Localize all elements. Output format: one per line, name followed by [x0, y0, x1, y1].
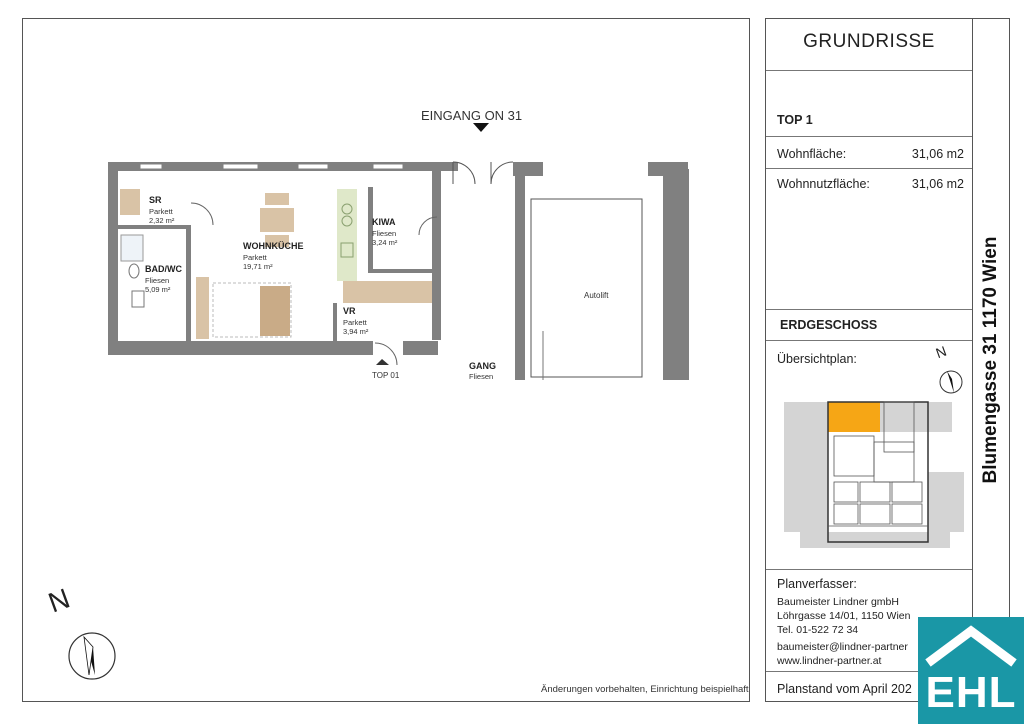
overview-neighbor [784, 402, 828, 532]
door-swing [191, 203, 213, 225]
author-phone: Tel. 01-522 72 34 [777, 624, 859, 636]
window [298, 164, 328, 169]
author-web: www.lindner-partner.at [777, 655, 882, 667]
furniture-sr-shelf [120, 189, 140, 215]
wall-sr [118, 225, 188, 229]
room-floor: Parkett [343, 318, 367, 327]
autolift-platform [531, 199, 642, 377]
door-swing [375, 343, 397, 365]
kitchen-counter [337, 189, 357, 281]
overview-site-plan [774, 362, 970, 562]
planstand-text: Planstand vom April 202 [777, 682, 912, 696]
room-floor: Fliesen [372, 229, 397, 238]
wohnflaeche-value: 31,06 m2 [911, 147, 964, 161]
author-email: baumeister@lindner-partner [777, 641, 908, 653]
room-name: SR [149, 195, 162, 205]
room-floor: Parkett [243, 253, 267, 262]
logo-text: EHL [925, 668, 1017, 717]
dining-table [260, 208, 294, 232]
window [373, 164, 403, 169]
floor-plan-frame [22, 18, 750, 702]
room-floor: Parkett [149, 207, 173, 216]
wall-south [108, 341, 373, 355]
wall-lift-east [663, 169, 689, 380]
door-swing [491, 162, 513, 184]
room-area: 3,24 m² [372, 238, 398, 247]
overview-label: Übersichtplan: [777, 352, 857, 366]
entrance-arrow [473, 123, 489, 132]
wall-east [432, 162, 441, 340]
wall-west [108, 162, 118, 355]
north-letter: N [44, 582, 74, 619]
room-floor: Fliesen [469, 372, 494, 381]
room-area: 19,71 m² [243, 262, 273, 271]
room-floor: Fliesen [145, 276, 170, 285]
info-panel [765, 18, 973, 702]
address-column [973, 18, 1010, 702]
toilet [129, 264, 139, 278]
room-area: 3,94 m² [343, 327, 369, 336]
unit-label: TOP 01 [372, 371, 400, 380]
unit-marker [376, 359, 389, 365]
room-name: VR [343, 306, 356, 316]
wall-south-east [403, 341, 438, 355]
sideboard [196, 277, 209, 339]
floor-label: ERDGESCHOSS [780, 318, 878, 332]
shower [121, 235, 143, 261]
wohnnutzflaeche-value: 31,06 m2 [911, 177, 964, 191]
room-area: 2,32 m² [149, 216, 175, 225]
dining-chair [265, 193, 289, 205]
author-company: Baumeister Lindner gmbH [777, 596, 899, 608]
window [223, 164, 258, 169]
disclaimer-text: Änderungen vorbehalten, Einrichtung beispielhaft [541, 684, 749, 695]
room-name: BAD/WC [145, 264, 182, 274]
page-title: GRUNDRISSE [803, 31, 935, 52]
unit-name: TOP 1 [777, 113, 813, 127]
room-name: KIWA [372, 217, 396, 227]
overview-north-letter: N [933, 342, 949, 362]
room-name: WOHNKÜCHE [243, 241, 304, 251]
wall-lift-west [515, 162, 525, 380]
wohnflaeche-label: Wohnfläche: [777, 147, 847, 161]
author-address: Löhrgasse 14/01, 1150 Wien [777, 610, 911, 622]
wall-bath [186, 225, 191, 343]
compass-needle [84, 637, 93, 675]
entrance-label: EINGANG ON 31 [421, 108, 523, 123]
room-area: 5,09 m² [145, 285, 171, 294]
street-address: Blumengasse 31 1170 Wien [980, 236, 1001, 484]
window [140, 164, 162, 169]
room-name: GANG [469, 361, 496, 371]
washbasin [132, 291, 144, 307]
vr-wardrobe [343, 281, 433, 303]
autolift-label: Autolift [584, 291, 609, 300]
ehl-logo [918, 617, 1024, 724]
wall-vr [333, 303, 337, 343]
floor-plan-drawing [23, 19, 749, 701]
overview-neighbor [928, 472, 964, 532]
overview-unit-highlight [828, 402, 880, 432]
wall-kiwa-south [368, 269, 434, 273]
bed [260, 286, 290, 336]
author-heading: Planverfasser: [777, 577, 857, 591]
wohnnutzflaeche-label: Wohnnutzfläche: [777, 177, 870, 191]
